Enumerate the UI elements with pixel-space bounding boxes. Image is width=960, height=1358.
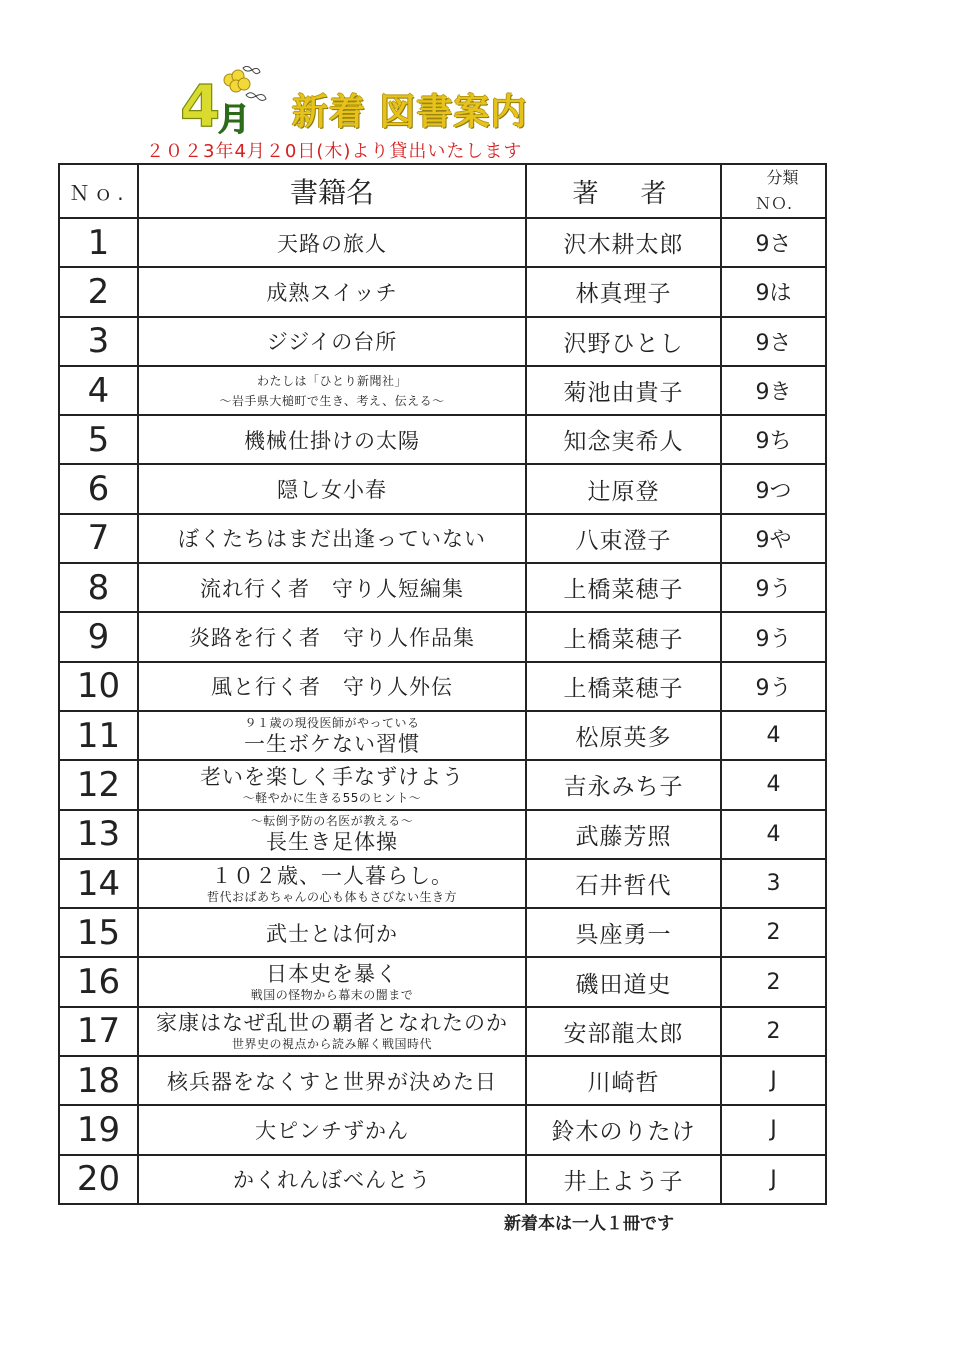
row-number: 16	[59, 957, 138, 1006]
row-number: 13	[59, 810, 138, 859]
class-number: 9や	[721, 514, 826, 563]
book-author: 松原英多	[526, 711, 721, 760]
class-number: 9つ	[721, 464, 826, 513]
row-number: 12	[59, 760, 138, 809]
header-no: Ｎｏ.	[59, 164, 138, 218]
table-row	[59, 957, 826, 1006]
row-number: 19	[59, 1105, 138, 1154]
book-author: 呉座勇一	[526, 908, 721, 957]
book-title: 風と行く者 守り人外伝	[138, 662, 526, 711]
table-row	[59, 760, 826, 809]
class-number: 9ち	[721, 415, 826, 464]
book-title: 核兵器をなくすと世界が決めた日	[138, 1056, 526, 1105]
book-title-top: 老いを楽しく手なずけよう	[200, 764, 464, 789]
table-header-row	[59, 164, 826, 218]
book-author: 石井哲代	[526, 859, 721, 908]
row-number: 1	[59, 218, 138, 267]
book-title-bottom: 哲代おばあちゃんの心も体もさびない生き方	[206, 889, 457, 904]
book-title	[138, 1007, 526, 1056]
book-author: 八束澄子	[526, 514, 721, 563]
row-number: 3	[59, 317, 138, 366]
row-number: 10	[59, 662, 138, 711]
class-number: 9う	[721, 563, 826, 612]
book-author: 吉永みち子	[526, 760, 721, 809]
table-row	[59, 1007, 826, 1056]
month-kanji: 月	[218, 100, 251, 134]
book-title: 成熟スイッチ	[138, 267, 526, 316]
header-class-line2: ＮＯ.	[754, 194, 793, 213]
table-row	[59, 711, 826, 760]
book-title: かくれんぼべんとう	[138, 1155, 526, 1204]
row-number: 4	[59, 366, 138, 415]
table-row	[59, 859, 826, 908]
month-logo	[178, 66, 270, 134]
book-title-top: わたしは「ひとり新聞社」	[256, 373, 407, 388]
class-number: 2	[721, 908, 826, 957]
book-title-bottom: 世界史の視点から読み解く戦国時代	[231, 1037, 432, 1052]
table-row	[59, 1056, 826, 1105]
class-number: J	[721, 1056, 826, 1105]
row-number: 18	[59, 1056, 138, 1105]
book-title	[138, 810, 526, 859]
class-number: 2	[721, 957, 826, 1006]
page-title: 新着 図書案内	[292, 92, 528, 133]
table-row	[59, 1155, 826, 1204]
row-number: 20	[59, 1155, 138, 1204]
book-title-bottom: 戦国の怪物から幕末の闇まで	[250, 988, 414, 1003]
book-author: 井上よう子	[526, 1155, 721, 1204]
header-class	[721, 164, 826, 218]
row-number: 17	[59, 1007, 138, 1056]
class-number: J	[721, 1155, 826, 1204]
month-number: 4	[180, 72, 221, 134]
table-row	[59, 1105, 826, 1154]
book-title-bottom: 長生き足体操	[266, 830, 398, 855]
book-title	[138, 760, 526, 809]
book-title: 流れ行く者 守り人短編集	[138, 563, 526, 612]
table-row	[59, 464, 826, 513]
class-number: 3	[721, 859, 826, 908]
row-number: 2	[59, 267, 138, 316]
table-row	[59, 415, 826, 464]
class-number: 9う	[721, 662, 826, 711]
row-number: 15	[59, 908, 138, 957]
book-title	[138, 711, 526, 760]
class-number: 9う	[721, 612, 826, 661]
table-row	[59, 810, 826, 859]
book-author: 川崎哲	[526, 1056, 721, 1105]
book-title: 武士とは何か	[138, 908, 526, 957]
book-title: 炎路を行く者 守り人作品集	[138, 612, 526, 661]
row-number: 14	[59, 859, 138, 908]
book-title: ジジイの台所	[138, 317, 526, 366]
footer-note: 新着本は一人１冊です	[504, 1214, 674, 1234]
book-title	[138, 859, 526, 908]
book-author: 上橋菜穂子	[526, 612, 721, 661]
class-number: J	[721, 1105, 826, 1154]
class-number: 9さ	[721, 218, 826, 267]
table-row	[59, 612, 826, 661]
header-class-line1: 分類	[766, 168, 799, 187]
book-author: 磯田道史	[526, 957, 721, 1006]
table-row	[59, 267, 826, 316]
book-title: 機械仕掛けの太陽	[138, 415, 526, 464]
book-title-top: ～転倒予防の名医が教える～	[250, 814, 414, 829]
row-number: 5	[59, 415, 138, 464]
table-row	[59, 908, 826, 957]
book-author: 上橋菜穂子	[526, 662, 721, 711]
book-author: 菊池由貴子	[526, 366, 721, 415]
book-author: 武藤芳照	[526, 810, 721, 859]
table-row	[59, 366, 826, 415]
book-title	[138, 366, 526, 415]
book-title-bottom: ～岩手県大槌町で生き、考え、伝える～	[219, 393, 445, 408]
table-row	[59, 218, 826, 267]
book-title-top: １０２歳、一人暮らし。	[211, 863, 453, 888]
book-author: 沢野ひとし	[526, 317, 721, 366]
header-author: 著 者	[526, 164, 721, 218]
book-title-top: 日本史を暴く	[266, 962, 398, 987]
new-books-table	[58, 163, 827, 1205]
row-number: 8	[59, 563, 138, 612]
header-title: 書籍名	[138, 164, 526, 218]
book-author: 辻原登	[526, 464, 721, 513]
table-row	[59, 514, 826, 563]
book-author: 上橋菜穂子	[526, 563, 721, 612]
book-title: ぼくたちはまだ出逢っていない	[138, 514, 526, 563]
book-title: 隠し女小春	[138, 464, 526, 513]
row-number: 6	[59, 464, 138, 513]
table-row	[59, 317, 826, 366]
book-author: 安部龍太郎	[526, 1007, 721, 1056]
book-author: 知念実希人	[526, 415, 721, 464]
book-title-top: 家康はなぜ乱世の覇者となれたのか	[156, 1011, 508, 1036]
row-number: 9	[59, 612, 138, 661]
class-number: 9さ	[721, 317, 826, 366]
book-title: 天路の旅人	[138, 218, 526, 267]
row-number: 7	[59, 514, 138, 563]
class-number: 9は	[721, 267, 826, 316]
class-number: 9き	[721, 366, 826, 415]
table-row	[59, 662, 826, 711]
flower-butterfly-icon	[178, 66, 270, 134]
class-number: 4	[721, 711, 826, 760]
book-title: 大ピンチずかん	[138, 1105, 526, 1154]
book-title	[138, 957, 526, 1006]
book-title-top: ９１歳の現役医師がやっている	[244, 715, 420, 730]
class-number: 4	[721, 810, 826, 859]
book-author: 林真理子	[526, 267, 721, 316]
table-row	[59, 563, 826, 612]
class-number: 4	[721, 760, 826, 809]
book-title-bottom: 一生ボケない習慣	[244, 731, 420, 756]
book-title-bottom: ～軽やかに生きる55のヒント～	[242, 790, 422, 805]
class-number: 2	[721, 1007, 826, 1056]
book-author: 沢木耕太郎	[526, 218, 721, 267]
lending-start-date: ２０２3年4月２0日(木)より貸出いたします	[146, 141, 523, 162]
row-number: 11	[59, 711, 138, 760]
book-author: 鈴木のりたけ	[526, 1105, 721, 1154]
